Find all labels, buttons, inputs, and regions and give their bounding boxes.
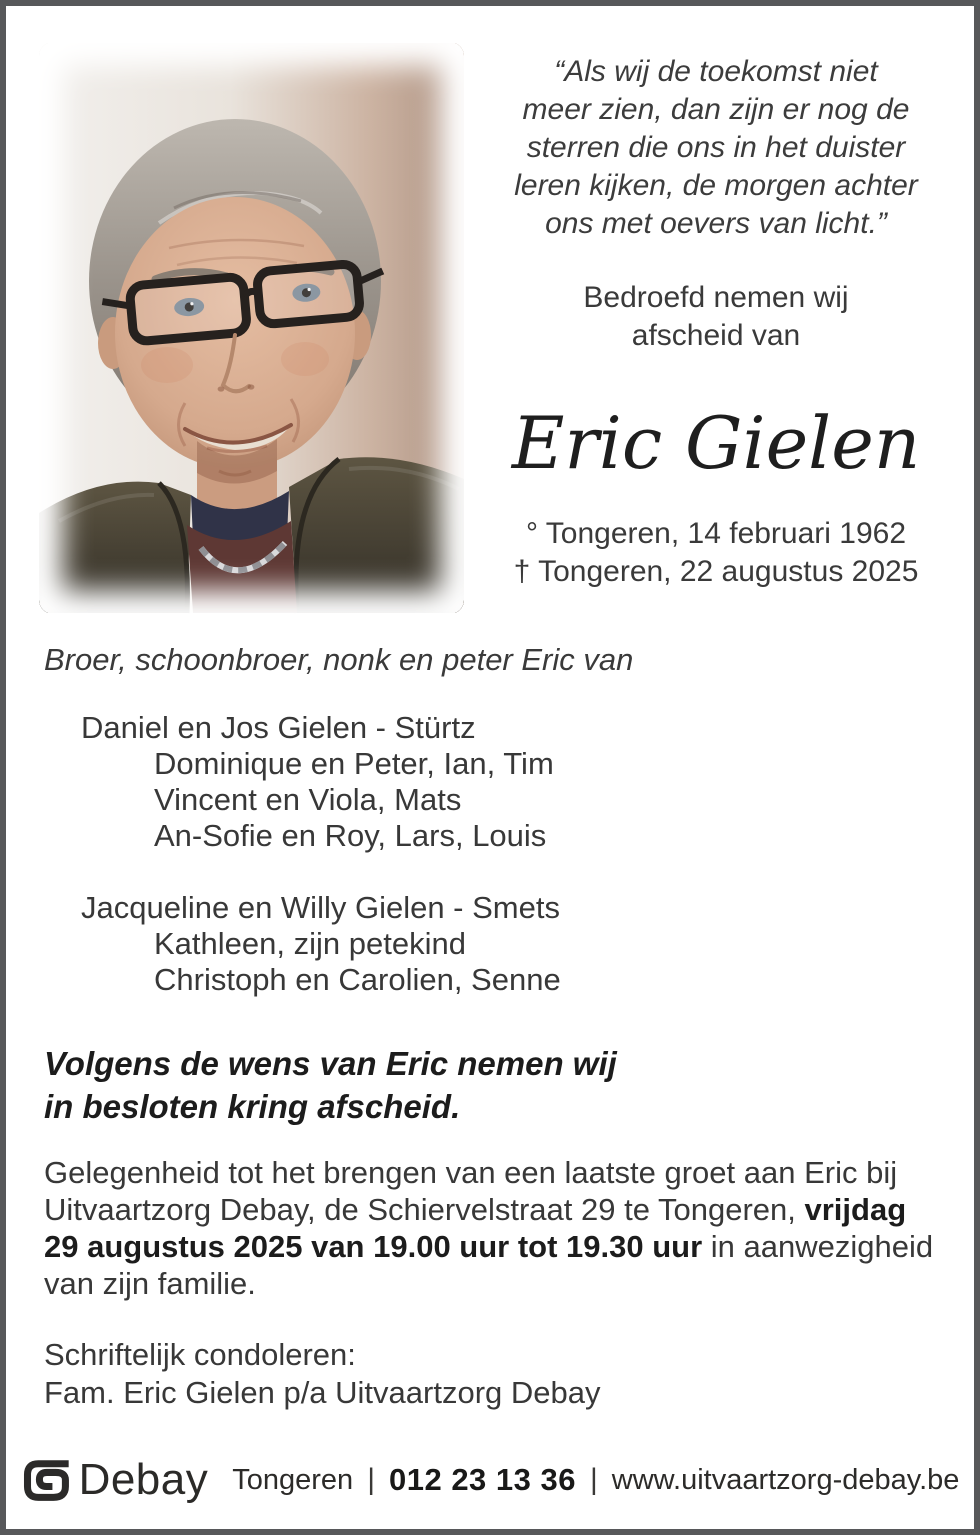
announcement-intro (472, 279, 960, 355)
footer-separator: | (590, 1463, 598, 1496)
relation-line: Broer, schoonbroer, nonk en peter Eric van (44, 642, 634, 677)
condolences-line: Schriftelijk condoleren: (44, 1337, 356, 1372)
death-date: † Tongeren, 22 augustus 2025 (513, 555, 919, 588)
brand-name: Debay (78, 1455, 209, 1504)
family-head: Jacqueline en Willy Gielen - Smets (81, 890, 560, 925)
visitation-datetime: vrijdag 29 augustus 2025 van 19.00 uur tot 19.30 uur (44, 1192, 907, 1264)
family-member: Christoph en Carolien, Senne (154, 962, 561, 997)
family-group (81, 890, 561, 998)
visitation-paragraph (44, 1154, 946, 1302)
family-group (81, 710, 561, 854)
family-member: An-Sofie en Roy, Lars, Louis (154, 818, 547, 853)
footer-phone: 012 23 13 36 (388, 1462, 576, 1497)
family-member: Vincent en Viola, Mats (154, 782, 462, 817)
footer-separator: | (367, 1463, 375, 1496)
condolences-line: Fam. Eric Gielen p/a Uitvaartzorg Debay (44, 1375, 601, 1410)
family-list (81, 710, 561, 998)
portrait-photo (39, 42, 464, 614)
notice-line: Volgens de wens van Eric nemen wij (44, 1045, 617, 1082)
quote-line: leren kijken, de morgen achter (514, 169, 918, 202)
visitation-text: Gelegenheid tot het brengen van een laatste groet aan Eric bij Uitvaartzorg Debay, de Schiervelstraat 29 te Tongeren, (44, 1155, 898, 1227)
header-column (472, 53, 960, 591)
birth-date: ° Tongeren, 14 februari 1962 (525, 517, 907, 550)
family-head: Daniel en Jos Gielen - Stürtz (81, 710, 476, 745)
life-dates (472, 515, 960, 591)
family-member: Kathleen, zijn petekind (154, 926, 466, 961)
debay-logo (21, 1454, 209, 1506)
memorial-quote (472, 53, 960, 243)
quote-line: sterren die ons in het duister (526, 131, 906, 164)
intro-line: Bedroefd nemen wij (583, 281, 849, 314)
condolences-block (44, 1336, 601, 1412)
deceased-name: Eric Gielen (511, 401, 921, 485)
private-farewell-notice (44, 1042, 617, 1128)
funeral-home-footer (6, 1448, 974, 1512)
quote-line: meer zien, dan zijn er nog de (522, 93, 910, 126)
debay-spiral-icon (21, 1454, 73, 1506)
footer-website: www.uitvaartzorg-debay.be (611, 1463, 960, 1496)
portrait-illustration (39, 42, 464, 614)
footer-city: Tongeren (232, 1463, 354, 1496)
notice-line: in besloten kring afscheid. (44, 1088, 461, 1125)
quote-line: ons met oevers van licht.” (545, 207, 887, 240)
quote-line: “Als wij de toekomst niet (554, 55, 878, 88)
intro-line: afscheid van (631, 319, 801, 352)
visitation-text: in aanwezigheid van zijn familie. (44, 1229, 934, 1301)
family-member: Dominique en Peter, Ian, Tim (154, 746, 554, 781)
